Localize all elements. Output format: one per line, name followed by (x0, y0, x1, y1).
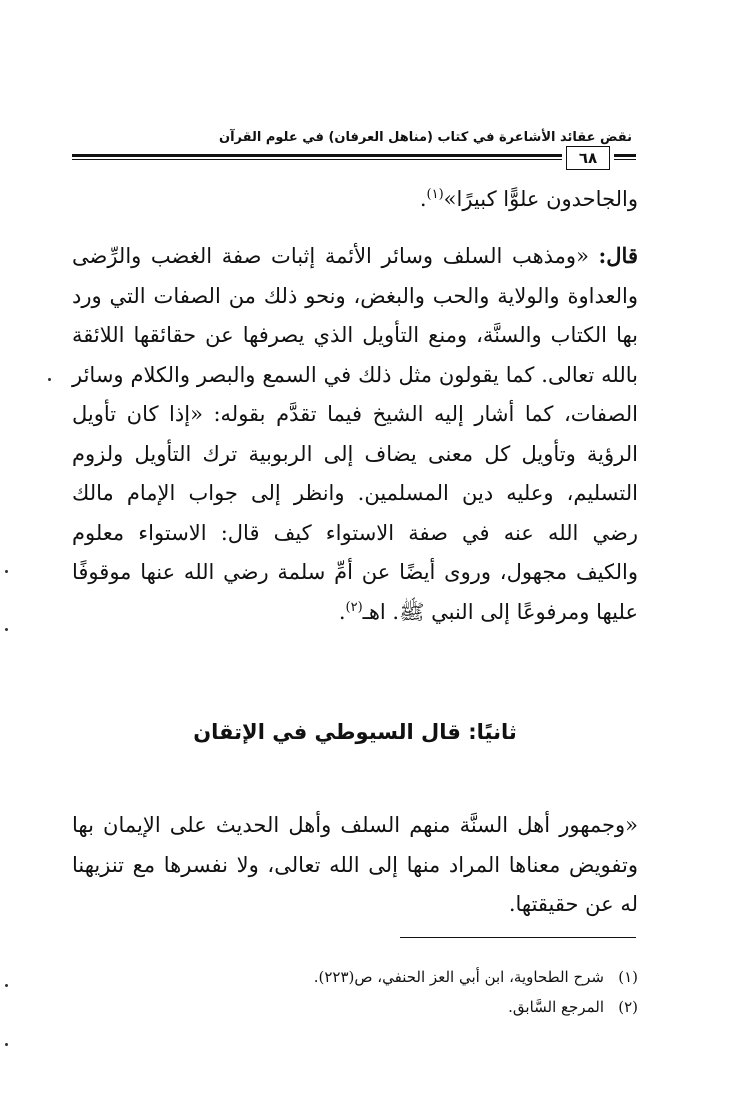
scan-speck (5, 628, 8, 631)
footnote-ref-1: (١) (426, 187, 444, 202)
footnote-text: شرح الطحاوية، ابن أبي العز الحنفي، ص(٢٢٣). (313, 968, 604, 986)
period: . (419, 187, 427, 211)
scan-speck (5, 984, 8, 987)
footnote-text: المرجع السَّابق. (508, 998, 604, 1016)
footnotes (72, 962, 638, 1022)
paragraph-continuation (72, 180, 638, 220)
footnote-separator (400, 937, 636, 938)
paragraph-quote-2: «وجمهور أهل السنَّة منهم السلف وأهل الحديث على الإيمان بها وتفويض معناها المراد منها إلى الله تعالى، ولا نفسرها مع تنزيهنا له عن حقيقتها. (72, 813, 638, 916)
header-rule-right (614, 154, 636, 160)
footnote-item (72, 962, 638, 992)
paragraph-text: والجاحدون علوًّا كبيرًا» (443, 187, 638, 211)
scan-speck (5, 570, 8, 573)
footnote-number: (٢) (618, 998, 638, 1016)
running-header-title: نقض عقائد الأشاعرة في كتاب (مناهل العرفان) في علوم القرآن (219, 130, 632, 145)
page-number: ٦٨ (566, 146, 610, 170)
footnote-number: (١) (618, 968, 638, 986)
header-rule (72, 154, 562, 160)
paragraph-lead: قال: (598, 243, 638, 268)
scan-speck (5, 1043, 8, 1046)
paragraph-text: «ومذهب السلف وسائر الأئمة إثبات صفة الغضب والرِّضى والعداوة والولاية والحب والبغض، ونحو ذلك من الصفات التي ورد بها الكتاب والسنَّة، ومنع التأويل الذي يصرفها عن حقائقها اللائقة بالله تعالى. كما يقولون مثل ذلك في السمع والبصر والكلام وسائر الصفات، كما أشار إليه الشيخ فيما تقدَّم بقوله: «إذا كان تأويل الرؤية وتأويل كل معنى يضاف إلى الربوبية ترك التأويل ولزوم التسليم، وعليه دين المسلمين. وانظر إلى جواب الإمام مالك رضي الله عنه في صفة الاستواء كيف قال: الاستواء معلوم والكيف مجهول، وروى أيضًا عن أمِّ سلمة رضي الله عنها موقوفًا عليها ومرفوعًا إلى النبي ﷺ. اهـ (72, 244, 638, 624)
section-heading: ثانيًا: قال السيوطي في الإتقان (193, 720, 517, 744)
paragraph-quote (72, 236, 638, 632)
scan-speck (48, 378, 51, 381)
footnote-ref-2: (٢) (345, 599, 363, 615)
footnote-item (72, 992, 638, 1022)
period: . (338, 599, 346, 624)
